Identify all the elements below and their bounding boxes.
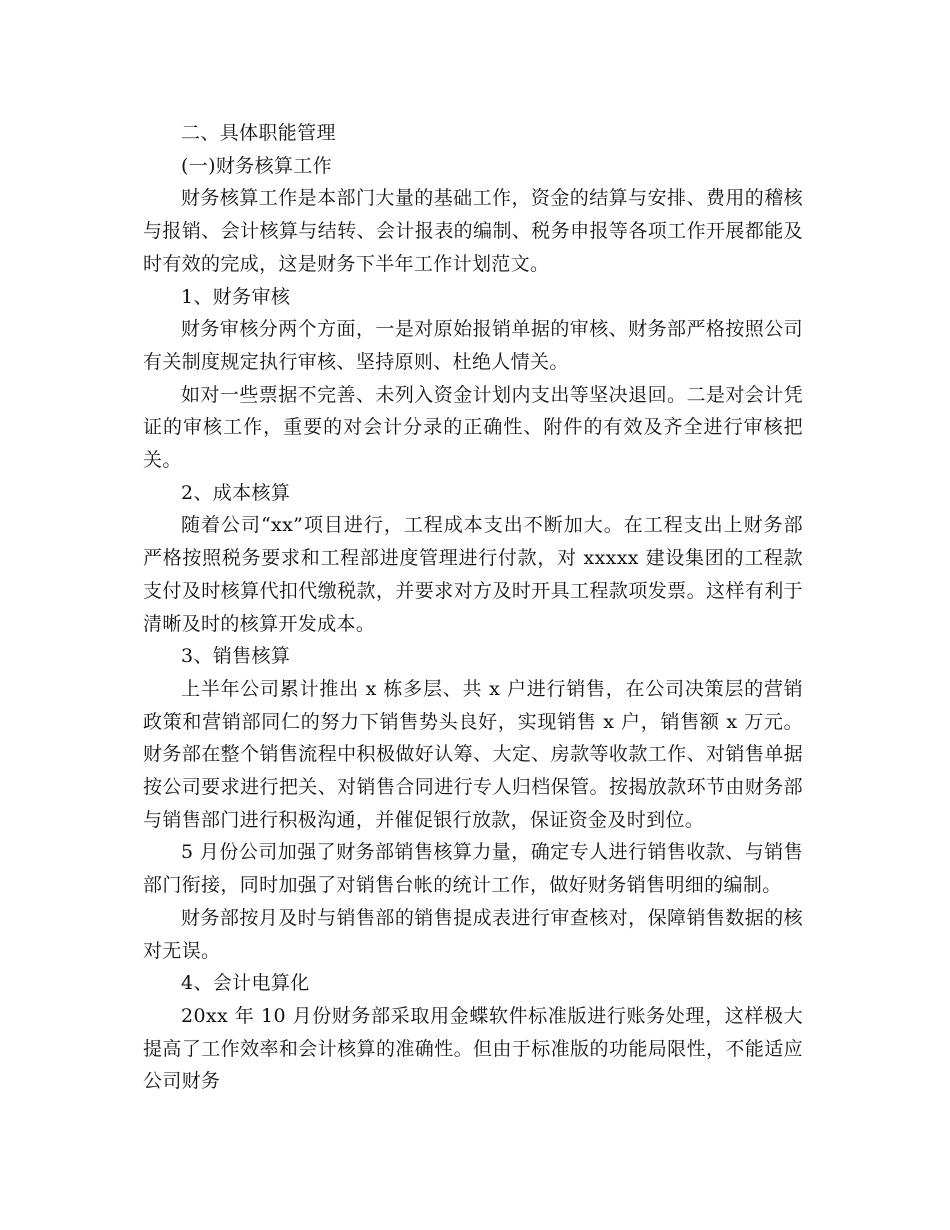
section-heading: 二、具体职能管理: [181, 122, 336, 144]
item-heading: 3、销售核算: [181, 645, 291, 668]
document-body: [143, 117, 803, 1098]
item-heading: 4、会计电算化: [181, 972, 310, 995]
body-paragraph: 上半年公司累计推出 x 栋多层、共 x 户进行销售，在公司决策层的营销政策和营销部同仁的努力下销售势头良好，实现销售 x 户，销售额 x 万元。财务部在整个销售流程中积极做好认筹、大定、房款等收款工作、对销售单据按公司要求进行把关、对销售合同进行专人归档保管。按揭放款环节由财务部与销售部门进行积极沟通，并催促银行放款，保证资金及时到位。: [143, 677, 803, 831]
item-heading: 1、财务审核: [181, 285, 291, 308]
body-paragraph: 财务部按月及时与销售部的销售提成表进行审查核对，保障销售数据的核对无误。: [143, 906, 803, 962]
body-paragraph: 5 月份公司加强了财务部销售核算力量，确定专人进行销售收款、与销售部门衔接，同时加强了对销售台帐的统计工作，做好财务销售明细的编制。: [143, 841, 803, 897]
body-paragraph: 20xx 年 10 月份财务部采取用金蝶软件标准版进行账务处理，这样极大提高了工作效率和会计核算的准确性。但由于标准版的功能局限性，不能适应公司财务: [143, 1004, 803, 1093]
body-paragraph: 财务核算工作是本部门大量的基础工作，资金的结算与安排、费用的稽核与报销、会计核算与结转、会计报表的编制、税务申报等各项工作开展都能及时有效的完成，这是财务下半年工作计划范文。: [143, 187, 803, 275]
body-paragraph: 随着公司“xx”项目进行，工程成本支出不断加大。在工程支出上财务部严格按照税务要求和工程部进度管理进行付款，对 xxxxx 建设集团的工程款支付及时核算代扣代缴税款，并要求对方及时开具工程款项发票。这样有利于清晰及时的核算开发成本。: [143, 514, 803, 635]
body-paragraph: 如对一些票据不完善、未列入资金计划内支出等坚决退回。二是对会计凭证的审核工作，重要的对会计分录的正确性、附件的有效及齐全进行审核把关。: [143, 383, 803, 472]
subsection-heading: (一)财务核算工作: [181, 154, 332, 177]
item-heading: 2、成本核算: [181, 481, 291, 504]
body-paragraph: 财务审核分两个方面，一是对原始报销单据的审核、财务部严格按照公司有关制度规定执行审核、坚持原则、杜绝人情关。: [143, 318, 803, 373]
